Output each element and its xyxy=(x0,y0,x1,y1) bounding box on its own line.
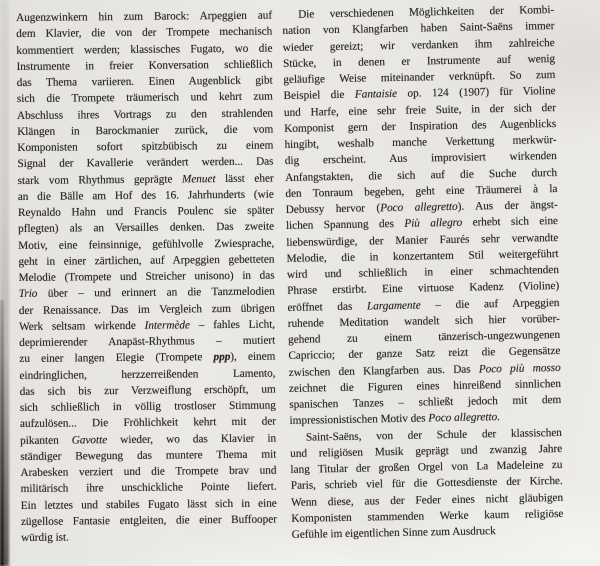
text-line xyxy=(16,24,272,43)
text-segment: gehend zu einem tänzerisch-ungezwungenen xyxy=(287,328,561,346)
text-segment: liebenswürdige, der Manier Faurés sehr verwandte xyxy=(286,231,559,249)
text-line xyxy=(21,511,277,530)
text-segment: Melodie, die in konzertantem Stil weitergeführt xyxy=(286,247,559,265)
text-segment: Debussy hervor ( xyxy=(285,202,381,216)
text-segment: spanischen Tanzes – schließt jedoch mit dem xyxy=(289,393,562,411)
text-segment: wieder gereizt; wir verdanken ihm zahlreiche xyxy=(282,36,555,54)
italic-text-segment: Trio xyxy=(18,288,38,301)
text-segment: Arabesken verziert und die Trompete brav und xyxy=(20,464,277,479)
text-segment: Stücke, in denen er Instrumente auf wenig xyxy=(282,52,556,70)
text-segment: ständiger Bewegung das muntere Thema mit xyxy=(20,448,277,463)
text-segment: Ein letztes und stabiles Fugato lässt sich in eine xyxy=(20,497,277,512)
text-segment: Werk seltsam wirkende xyxy=(18,319,145,333)
text-segment: stark vom Rhythmus geprägte xyxy=(17,172,182,187)
text-segment: den Tonraum begeben, geht eine Träumerei à la xyxy=(285,182,558,200)
text-segment: zügellose Fantasie entgleiten, die einer Buffooper xyxy=(20,513,277,528)
text-segment: sich schließlich in völlig trostloser Stimmung xyxy=(19,399,276,414)
text-segment: militärisch ihre unschickliche Pointe liefert. xyxy=(20,480,277,496)
text-segment: Beispiel die xyxy=(283,88,355,103)
text-segment: zwischen den Klangfarben aus. Das xyxy=(288,362,479,379)
italic-text-segment: Intermède xyxy=(144,319,191,332)
text-segment: Wenn diese, aus der Feder eines nicht gläubigen xyxy=(290,491,564,509)
text-segment: und Harfe, eine sehr freie Suite, in der sich der xyxy=(283,101,556,119)
text-segment: dem Klavier, die von der Trompete mechanisch xyxy=(16,25,273,41)
text-segment: wieder, wo das Klavier in xyxy=(107,432,277,446)
text-segment: und religiösen Musik geprägt und zwanzig Jahre xyxy=(290,442,563,460)
text-segment: Anfangstakten, die sich auf die Suche durch xyxy=(285,166,558,184)
italic-text-segment: Menuet xyxy=(181,172,216,185)
text-line xyxy=(19,349,275,368)
text-segment: ruhende Meditation wandelt sich hier vorüber- xyxy=(287,312,560,330)
text-segment: eindringlichen, herzzerreißenden Lamento, xyxy=(19,367,276,382)
text-segment: Motiv, eine feinsinnige, gefühlvolle Zwiesprache, xyxy=(18,237,275,252)
text-segment: würdig ist. xyxy=(21,531,69,544)
text-segment: dig erscheint. Aus improvisiert wirkenden xyxy=(284,150,557,168)
text-segment: Phrase erstirbt. Eine virtuose Kadenz (Violine) xyxy=(287,280,560,298)
text-column-right xyxy=(282,2,564,543)
text-segment: zeichnet die Figuren eines hinreißend sinnlichen xyxy=(288,377,562,395)
text-segment: pikanten xyxy=(20,433,72,447)
text-segment: das Thema variieren. Einen Augenblick gibt xyxy=(16,74,273,89)
text-segment: . xyxy=(497,411,501,424)
text-segment: Instrumente in freier Konversation schließlich xyxy=(16,58,273,73)
text-segment: deprimierender Anapäst-Rhythmus – mutiert xyxy=(19,334,276,349)
text-line xyxy=(17,89,273,108)
text-segment: geläufige Weise miteinander verknüpft. So zum xyxy=(283,69,556,86)
text-segment: sich die Trompete träumerisch und kehrt zum xyxy=(16,90,273,106)
text-segment: der Renaissance. Das im Vergleich zum übrigen xyxy=(18,302,275,317)
italic-text-segment: Poco allegretto xyxy=(380,200,458,215)
text-segment: Paris, schrieb viel für die Gottesdienste der Kirche. xyxy=(290,475,563,493)
text-segment: Abschluss ihres Vortrags zu den strahlenden xyxy=(16,107,274,122)
text-segment: über – und erinnert an die Tanzmelodien xyxy=(37,285,275,301)
text-segment: Komponisten sofort spitzbübisch zu einem xyxy=(17,139,274,154)
text-segment: impressionistischen Motiv des xyxy=(289,412,429,428)
text-segment: – die auf Arpeggien xyxy=(420,296,560,312)
text-segment: zu einer langen Elegie (Trompete xyxy=(19,351,214,366)
text-segment: nation von Klangfarben haben Saint-Saëns immer xyxy=(282,20,555,38)
text-line xyxy=(20,414,276,433)
page-binding-shadow-dark xyxy=(0,300,4,566)
text-segment: wird und schließlich in einer schmachtenden xyxy=(286,263,559,281)
text-segment: Komponist gern der Inspiration des Augenblicks xyxy=(284,117,557,135)
text-line xyxy=(18,219,274,238)
text-segment: kommentiert werden; klassisches Fugato, wo die xyxy=(16,42,273,57)
italic-text-segment: Gavotte xyxy=(71,433,108,446)
text-line xyxy=(21,479,277,498)
text-segment: Gefühle im eigentlichen Sinne zum Ausdruck xyxy=(291,525,496,541)
text-segment: – fahles Licht, xyxy=(189,318,276,332)
text-segment: lässt eher xyxy=(215,172,274,185)
italic-text-segment: Poco più mosso xyxy=(478,361,561,375)
text-segment: Melodie (Trompete und Streicher unisono) in das xyxy=(18,269,275,284)
text-segment: Klängen in Barockmanier zurück, die vom xyxy=(17,123,274,138)
text-segment: ). Aus der ängst- xyxy=(457,198,558,213)
text-segment: op. 124 (1907) für Violine xyxy=(396,85,556,101)
text-segment: Saint-Saëns, von der Schule der klassischen xyxy=(305,426,562,444)
text-column-left xyxy=(16,8,277,547)
text-segment: Komponisten stammenden Werke kaum religiöse xyxy=(291,507,564,525)
text-line xyxy=(21,528,277,547)
text-segment: Augenzwinkern hin zum Barock: Arpeggien auf xyxy=(16,9,273,24)
text-segment: Capriccio; der ganze Satz reizt die Gegensätze xyxy=(288,345,561,363)
text-line xyxy=(17,154,273,173)
text-segment: an die Bälle am Hof des 16. Jahrhunderts (wie xyxy=(17,188,274,203)
italic-text-segment: ppp xyxy=(213,351,231,364)
italic-text-segment: Poco allegretto xyxy=(428,411,498,425)
italic-text-segment: Fantaisie xyxy=(354,88,398,101)
text-segment: erhebt sich eine xyxy=(462,215,559,229)
italic-text-segment: Più allegro xyxy=(404,216,463,231)
text-segment: aufzulösen... Die Fröhlichkeit kehrt mit der xyxy=(19,415,277,431)
italic-text-segment: Largamente xyxy=(366,299,421,312)
text-line xyxy=(19,284,275,303)
text-segment: ), einem xyxy=(230,350,276,364)
text-segment: Die verschiedenen Möglichkeiten der Kombi- xyxy=(298,4,555,21)
text-segment: Reynaldo Hahn und Francis Poulenc sie später xyxy=(17,204,274,219)
text-segment: eröffnet das xyxy=(287,299,368,314)
text-segment: pflegten) als an Versailles denken. Das zweite xyxy=(18,220,275,236)
text-segment: lichen Spannung des xyxy=(285,218,405,233)
text-segment: Signal der Kavallerie verändert werden... Das xyxy=(17,155,274,171)
text-segment: lang Titular der großen Orgel von La Madeleine zu xyxy=(290,458,563,476)
text-segment: geht in einer zärtlichen, auf Arpeggien gebetteten xyxy=(18,253,275,268)
text-segment: das sich bis zur Verzweiflung erschöpft, um xyxy=(19,383,276,398)
text-segment: hingibt, weshalb manche Verkettung merkwür- xyxy=(284,133,557,151)
